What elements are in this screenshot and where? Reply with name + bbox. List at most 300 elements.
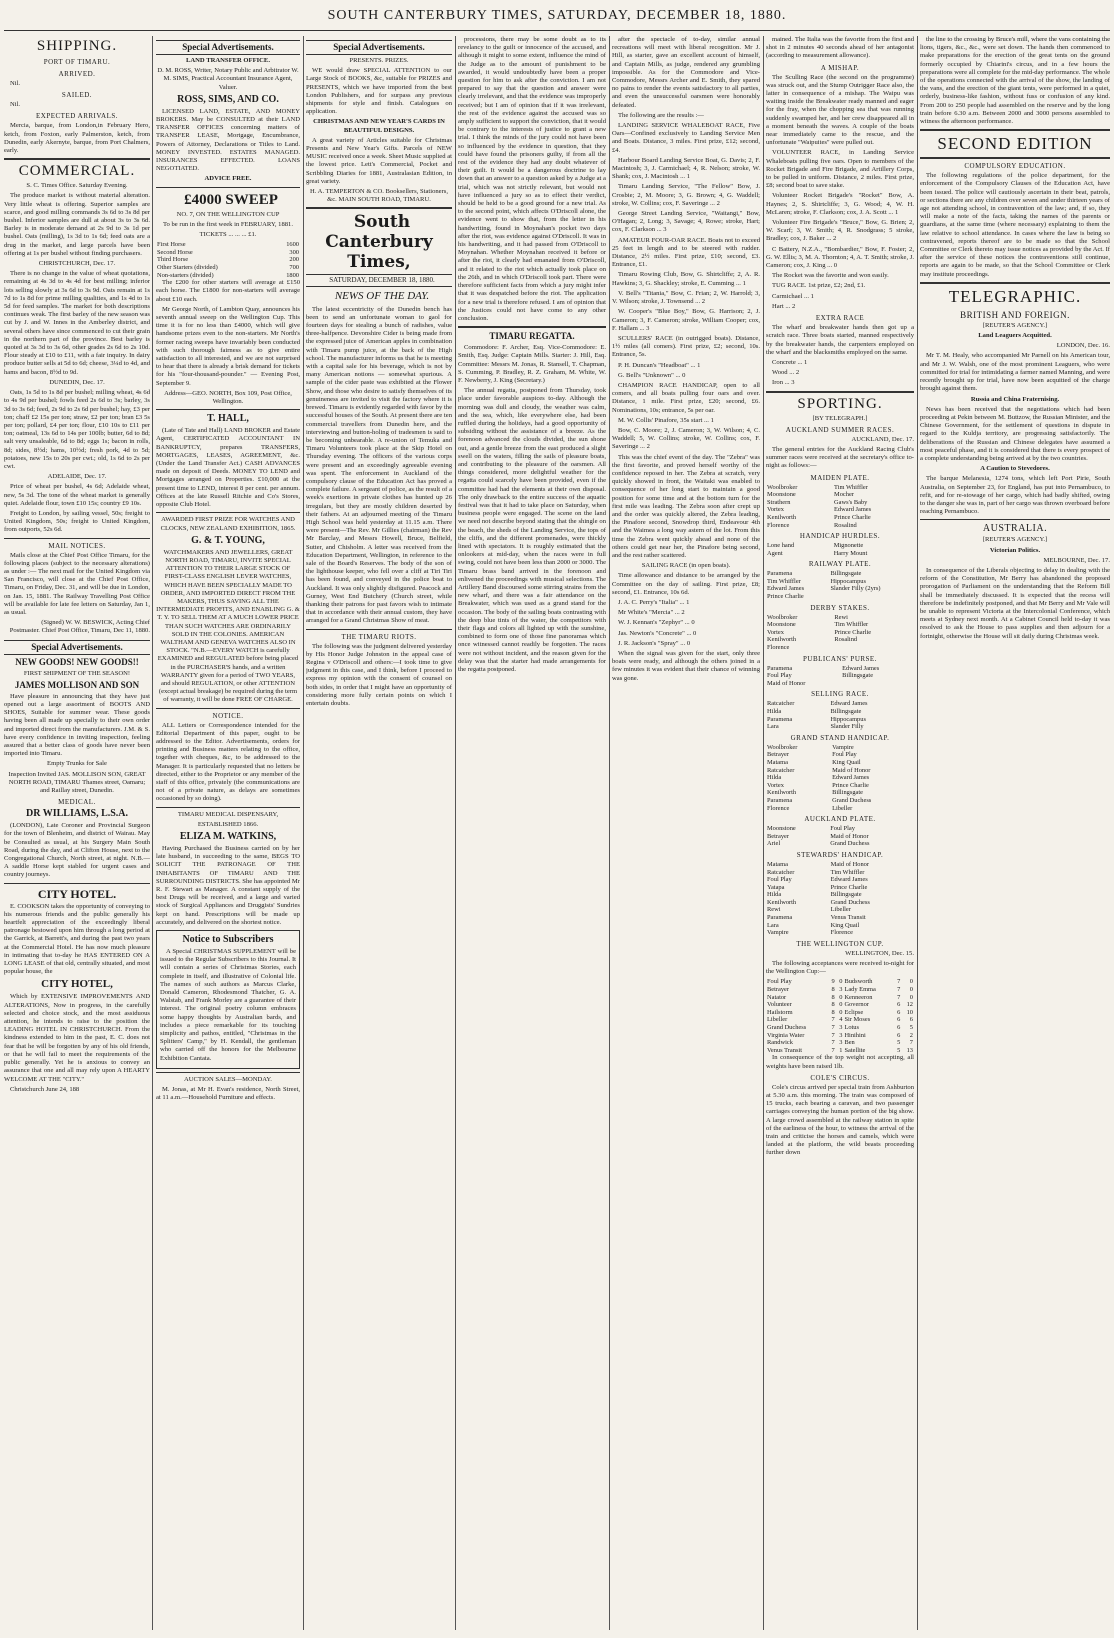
race-entry-row (766, 797, 914, 805)
horse-name: Budsworth (844, 978, 873, 986)
divider (156, 187, 300, 188)
sporting-telegraph: [BY TELEGRAPH.] (812, 414, 868, 422)
divider (920, 282, 1110, 284)
horse-name: Hilda (767, 708, 782, 715)
result-line: Iron ... 3 (772, 379, 795, 387)
horse-name: Tim Whiffler (767, 577, 801, 585)
horse-name: Maid of Honor (767, 679, 806, 687)
divider (306, 207, 452, 209)
regatta-continued: after the spectacle of to-day, similar annual recreations will meet with liberal recognition. Mr J. Hill, as starter, gave an excellent account of himself, and Captain Mills, as judge, rendered any grumbling impossible. As for the Commodore and Vice-Commodore, Messrs Archer and E. Smith, they spared no pains to render the events satisfactory to all parties, and even the unsuccessful oarsmen were honorably defeated. (612, 36, 760, 109)
extra-heading: EXTRA RACE (815, 314, 865, 323)
prize-label: Non-starters (divided) (157, 271, 214, 279)
prize-amount: 200 (289, 256, 299, 264)
race-heading: STEWARDS' HANDICAP. (796, 850, 884, 859)
horse-name: Kenilworth (767, 789, 797, 797)
sweep-tickets: TICKETS ... ... ... £1. (199, 231, 257, 239)
weight-value: 3 (839, 1024, 843, 1032)
volunteer-text: VOLUNTEER RACE, in Landing Service Whaleboats pulling five oars. Open to members of the Rocket Brigade and Fire Brigade, and Artillery Corps, to be pulled in uniform. Distance, 2 miles. First prize, £8; second boat to save stake. (766, 149, 914, 190)
dispensary-sub: ESTABLISHED 1866. (197, 820, 259, 828)
horse-name: Venus Transit (767, 1046, 802, 1054)
weight-value: 0 (839, 1001, 843, 1009)
mail-signature: (Signed) W. W. BESWICK, Acting Chief Postmaster. Chief Post Office, Timaru, Dec 11, 1880. (9, 619, 150, 635)
dunedin-text: Oats, 1s 5d to 1s 8d per bushel; milling wheat, 4s 6d to 4s 9d per bushel; fowls feed 2s 6d to 3s; barley, 3s 3d to 3s 6d; feed, 2s 9d to 2s 6d per bushel; hay, £3 per ton; chaff £2 15s per ton; straw, £2 per ton; bran £3 5s per ton; pollard, £4 per ton; flour, £10 10s to £11 per ton; oatmeal, 13s 6d to 14s per 100lb; butter, 6d to 8d; salt very unsaleable, 6d to 8d; eggs 1s; bacon in rolls, 8d; sides, 8½d; hams, 10½d; fresh pork, 4d to 5d; potatoes, new 15s to 20s per cwt.; old, 1s 6d to 2s per cwt. (4, 389, 150, 470)
volunteer-results (766, 192, 914, 270)
race-entry-row (766, 833, 914, 841)
land-leaguers-text: Mr T. M. Healy, who accompanied Mr Parnell on his American tour, and Mr J. W. Walsh, one of the most prominent Leaguers, who were committed for trial for intimidating a farmer named Manning, and were recently brought up for trial, have now been acquitted of the charge brought against them. (920, 352, 1110, 393)
result-line: Volunteer Fire Brigade's "Bruce," Bow, G. Brien; 2, W. Scarf; 3, W. Smith; 4, R. Snodgrass; 5 stroke, Bradley; cox, J. Baker ... 2 (766, 219, 914, 243)
sweep-prize-row (156, 241, 300, 249)
result-line: W. Cooper's "Blue Boy," Bow, G. Harrison; 2, J. Cameron; 3, F. Cameron; stroke, William Cooper; cox, F. Hallam ... 3 (612, 308, 760, 332)
horse-name: Ratcatcher (767, 868, 795, 876)
result-line: Timaru Rowing Club, Bow, G. Shirtcliffe; 2, A. R. Hawkins; 3, G. Shackley; stroke, E. Cumming ... 1 (612, 271, 760, 287)
horse-name: Foul Play (830, 825, 855, 833)
horse-name: King Quail (830, 921, 860, 929)
divider (156, 1072, 300, 1073)
column-2 (156, 36, 300, 1630)
divider (156, 708, 300, 709)
riots-text: The following was the judgment delivered yesterday by His Honor Judge Johnston in the appeal case of Regina v O'Driscoll and others:—I took time to give judgment in this case, and I think, before I proceed to express my opinion with the consent of counsel on both sides, in order that I might have an opportunity of considering more fully certain points on which I entertain doubts. (306, 642, 452, 707)
prize-amount: 300 (289, 248, 299, 256)
race-entry-row (766, 680, 914, 688)
result-line: SCULLERS' RACE (in outrigged boats). Distance, 1½ miles (all comers). First prize, £2; second, 10s. Entrance, 5s. (612, 334, 760, 359)
regatta-officers: Commodore: F. Archer, Esq. Vice-Commodore: E. Smith, Esq. Judge: Captain Mills. Starter: J. Hill, Esq. Committee: Messrs M. Jonas, R. Stansell, T. Chapman, S. Cumming, P. Bradley, R. Z. Graham, M. White, W. F. Newberry, J. King (Secretary.) (458, 344, 606, 384)
result-line: Volunteer Rocket Brigade's "Rocket" Bow, A. Haynes; 2, S. Shirtcliffe; 3, G. Wood; 4, W. H. McLaren; stroke, F. Clarkson; cox, J. A. Scott ... 1 (766, 192, 914, 216)
horse-name: Lara (767, 723, 779, 731)
horse-name: Moonstone (767, 621, 796, 629)
land-firm-name: ROSS, SIMS, AND CO. (177, 93, 279, 105)
divider (4, 883, 150, 884)
race-entry-row (766, 716, 914, 724)
cup-acceptance-row (766, 1009, 914, 1017)
sweep-run-date: To be run in the first week in FEBRUARY, 1881. (162, 220, 293, 228)
cityhotel-date: Christchurch June 24, 188 (10, 1085, 80, 1093)
result-line: Wood ... 2 (772, 369, 800, 377)
horse-name: Ratcatcher (767, 766, 795, 774)
weight-value: 7 (897, 978, 901, 986)
horse-name: Ben (844, 1039, 855, 1047)
riots-heading: THE TIMARU RIOTS. (341, 632, 417, 641)
mollison-heading: JAMES MOLLISON AND SON (14, 679, 140, 690)
newgoods-sub: FIRST SHIPMENT OF THE SEASON! (23, 669, 131, 677)
race-entry-row (766, 629, 914, 637)
victorian-text: In consequence of the Liberals objecting to delay in dealing with the reform of the Constitution, Mr Berry has abandoned the proposed prorogation of Parliament on the understanding that the Reform Bill shall be immediately discussed. It is expected that the recess will therefore be indefinitely postponed, and that Mr Berry and Mr Vale will be unable to represent Victoria at the Intercolonial Conference, which meets at Sydney next month. At a Cabinet Council held to-day it was resolved to ask the House to pass supplies and then adjourn for a fortnight, otherwise the House will sit daily during Christmas week. (920, 566, 1110, 640)
race-entry-row (766, 499, 914, 507)
race-entry-row (766, 506, 914, 514)
horse-name: Natator (767, 993, 787, 1001)
weight-value: 6 (909, 1016, 913, 1024)
race-entry-row (766, 484, 914, 492)
mollison-trunks: Empty Trunks for Sale (47, 760, 107, 768)
horse-name: Prince Charlie (830, 883, 868, 891)
auction-heading: AUCTION SALES—MONDAY. (184, 1075, 272, 1083)
horse-name: Billingsgate (830, 891, 862, 899)
horse-name: Matama (767, 860, 788, 868)
race-entry-row (766, 825, 914, 833)
divider (458, 326, 606, 328)
weight-value: 5 (909, 1024, 913, 1032)
adelaide-dateline: ADELAIDE, Dec. 17. (47, 473, 107, 481)
race-entry-row (766, 891, 914, 899)
result-line: G. Bell's "Unknown" ... 0 (618, 371, 686, 379)
column-4 (458, 36, 606, 1630)
mollison-text: Have pleasure in announcing that they have just opened out a large assortment of BOOTS AND SHOES, Suitable for summer wear. These goods having been all made up specially to their own order and imported direct from the manufacturers. J.M. & S. have every confidence in inviting inspection, feeling assured that a better class of goods have never been imported into Timaru. (4, 692, 150, 758)
prize-label: First Horse (157, 241, 186, 249)
horse-name: Vortex (767, 628, 784, 636)
race-entry-row (766, 570, 914, 578)
sweep-note: The £200 for other starters will average at £150 each horse. The £1800 for non-starters will average about £10 each. (156, 279, 300, 303)
cup-acceptance-row (766, 1001, 914, 1009)
result-line: Carmichael ... 1 (772, 292, 814, 300)
horse-name: Grand Duchess (830, 898, 870, 906)
riots-continued: processions, there may be some doubt as to its revelancy to the guilt or innocence of the accused, and although it might to some extent, influence the mind of the Judge as to the amount of punishment to be awarded, it would undoubtedly have been a proper question for him to ask after the conviction. I am not prepared to say that the question and answer were clearly irrelevant, and that the evidence was improperly received; but I am of opinion that if it was irrelevant, the rest of the evidence against the accused was so amply sufficient to support the conviction, that it would be contrary to the interests of justice to grant a new trial. I think the minds of the jury could not have been so influenced by the evidence in question, that they could have found the prisoners guilty, if from all the rest of the evidence they had any doubt whatever of their guilt. It would be a dangerous doctrine to lay down that an answer to a question asked by a Judge at a trial, which was not strictly relevant, but would not have influenced a jury so as to effect their verdict, should be held to be a good ground for a new trial. As to the second point, which affects O'Driscoll alone, the evidence went to show that, from the letter in his handwriting, found in Moynahan's pocket two days after the riot, was evidence against O'Driscoll. It was in his handwriting, and it had passed from O'Driscoll to Moynahan. Whether Moynahan received it before or after the riot, it clearly had emanated from O'Driscoll, and it related to the riot which actually took place on the 26th, and in which O'Driscoll took part. There were therefore sufficient facts from which a jury might infer that it was despatched before the riot. The application for a new trial is therefore refused. I am of opinion that the Justices could not have come to any other conclusion. (458, 36, 606, 322)
mail-text: Mails close at the Chief Post Office Timaru, for the following places (subject to the necessary alterations) as under :— The next mail for the United Kingdom via San Francisco, will close at the Chief Post Office, Timaru, on Friday, Dec. 31, and will be due in London, on Jan. 15, 1881. The Railway Travelling Post Office will be available for late fee letters on Saturday, Jan 1, as usual. (4, 551, 150, 616)
subscribers-heading: Notice to Subscribers (182, 934, 274, 946)
prize-amount: 700 (289, 264, 299, 272)
column-divider (609, 36, 610, 1630)
column-6 (766, 36, 914, 1630)
dispensary-heading: TIMARU MEDICAL DISPENSARY, (177, 810, 279, 818)
race-entry-row (766, 578, 914, 586)
telegraphic-heading: TELEGRAPHIC. (948, 286, 1082, 306)
horse-name: Grand Duchess (767, 1024, 807, 1032)
race-heading: PUBLICANS' PURSE. (803, 654, 877, 663)
race-entry-row (766, 700, 914, 708)
freight-text: Freight to London, by sailing vessel, 50s; freight to United Kingdom, 50s; freight to United Kingdom, from outports, 52s 6d. (4, 509, 150, 534)
horse-name: Prince Charlie (834, 513, 871, 521)
horse-name: Betrayer (767, 986, 789, 994)
horse-name (829, 593, 914, 601)
cityhotel-big: CITY HOTEL, (41, 978, 113, 991)
result-line: J. A. C. Perry's "Italia" ... 1 (618, 599, 690, 606)
horse-name: Lone hand (767, 542, 795, 550)
presents-heading: PRESENTS. PRIZES. (349, 57, 409, 64)
weight-value: 0 (839, 978, 843, 986)
volunteer-note: The Rocket was the favorite and won easily. (772, 272, 889, 280)
horse-name: Eclipse (844, 1008, 864, 1016)
land-transfer-heading: LAND TRANSFER OFFICE. (186, 57, 270, 64)
result-line: J. R. Jackson's "Spray" ... 0 (618, 639, 691, 647)
race-entry-row (766, 522, 914, 530)
horse-name: Prince Charlie (767, 593, 804, 601)
horse-name: Foul Play (767, 876, 792, 884)
commercial-heading: COMMERCIAL. (18, 163, 136, 180)
horse-name: Tim Whiffler (834, 483, 868, 491)
race-heading: DERBY STAKES. (810, 603, 870, 612)
race-entry-row (766, 672, 914, 680)
young-heading: G. & T. YOUNG, (191, 534, 265, 546)
divider (920, 129, 1110, 131)
column-divider (763, 36, 764, 1630)
race-entry-table (766, 700, 914, 730)
race-entry-row (766, 585, 914, 593)
horse-name: Edward James (842, 664, 880, 672)
horse-name: Hippocampus (830, 715, 866, 723)
horse-name: Slander Filly (2yrs) (830, 585, 881, 593)
london-dateline: LONDON, Dec. 16. (1056, 342, 1110, 350)
horse-name: Florence (767, 644, 790, 652)
land-text: LICENSED LAND, ESTATE, AND MONEY BROKERS. May be CONSULTED at their LAND TRANSFER OFFICES concerning matters of TRANSFER LEASE, Mortgage, Encumbrance, Powers of Attorney, Declarations or Titles to Land. MONEY INVESTED. ESTATES MANAGED. INSURANCES EFFECTED. LOANS NEGOTIATED. (156, 107, 300, 173)
sweep-sub: NO. 7, ON THE WELLINGTON CUP (176, 210, 280, 218)
horse-name: Paramena (767, 914, 793, 922)
horse-name: Rosalind (834, 521, 857, 529)
office-dateline: S. C. Times Office. Saturday Evening. (26, 182, 128, 190)
weight-value: 7 (831, 1046, 835, 1054)
christchurch-text: There is no change in the value of wheat quotations, remaining at 4s 3d to 4s 4d for best milling; inferior lots selling slowly at 3s 6d to 3s 9d. Oats remain at 1s 7d to 1s 8d for prime milling qualities, and 1s 4d to 1s 5d for feed samples. The market for both descriptions continues weak. The first barley of the new season was cut by J. and W. Innes in the Amberley district, and several others have since commenced to cut their grain in the northern part of the province. Best barley is quoted at 3s 3d to 3s 6d, other grades 2s 6d to 2s 10d. Flour steady at £10 to £11, with a fair inquiry. In dairy produce butter sells at 5d to 6d; cheese, 3¼d to 4d, and hams and bacon, 8½d to 9d. (4, 270, 150, 376)
race-entry-row (766, 876, 914, 884)
australia-heading: AUSTRALIA. (982, 523, 1048, 535)
divider (306, 629, 452, 630)
race-entry-table (766, 861, 914, 937)
weight-value: 7 (909, 1039, 913, 1047)
race-entry-row (766, 491, 914, 499)
column-7 (920, 36, 1110, 1630)
horse-name: Vortex (767, 506, 784, 514)
result-line: Concrete ... 1 (772, 358, 808, 366)
result-line: W. J. Kennan's "Zephyr" ... 0 (618, 619, 695, 627)
wellington-text: The following acceptances were received to-night for the Wellington Cup:— (766, 960, 914, 976)
horse-name: Paramena (767, 570, 793, 578)
divider (920, 157, 1110, 159)
mail-heading: MAIL NOTICES. (48, 541, 106, 550)
race-entry-table (766, 825, 914, 848)
race-entry-row (766, 914, 914, 922)
reuter-label: [REUTER'S AGENCY.] (982, 321, 1048, 329)
horse-name: Libeller (832, 804, 853, 812)
race-entry-row (766, 644, 914, 652)
xmas-heading: CHRISTMAS AND NEW YEAR'S CARDS IN BEAUTIFUL DESIGNS. (313, 118, 445, 134)
coles-text: Cole's circus arrived per special train from Ashburton at 5.30 a.m. this morning. The train was composed of 15 trucks, each bearing a caravan, and two passenger carriages conveying the human portion of the big show. A large crowd assembled at the railway station in spite of the earliness of the hour, to witness the arrival of the train and criticise the horses and camels, which were landed at the platform, the wild beasts proceeding further down (766, 1083, 914, 1157)
arrived-label: ARRIVED. (58, 70, 96, 78)
young-text: WATCHMAKERS AND JEWELLERS, GREAT NORTH ROAD, TIMARU, INVITE SPECIAL ATTENTION TO THEIR LARGE STOCK OF FIRST-CLASS ENGLISH LEVER WATCHES, WHICH HAVE BEEN SPECIALLY MADE TO ORDER, AND IMPORTED DIRECT FROM THE MAKERS, THUS SAVING ALL THE INTERMEDIATE PROFITS, AND ENABLING G. & T. Y. TO SELL THEM AT A MUCH LOWER PRICE THAN SUCH WATCHES ARE ORDINARILY SOLD IN THE COLONIES. AMERICAN WALTHAM AND GENEVA WATCHES ALSO IN STOCK. "N.B.—EVERY WATCH is carefully EXAMINED and REGULATED before being placed in the PURCHASER'S hands, and a written WARRANTY given for a period of TWO YEARS, and should REGULATION, or other ATTENTION (except actual breakage) be required during the term of warranty, it will be done FREE OF CHARGE. (156, 548, 300, 704)
cup-acceptance-row (766, 1039, 914, 1047)
horse-name: Rewi (767, 906, 781, 914)
cup-acceptance-row (766, 986, 914, 994)
horse-name: Kenilworth (767, 513, 797, 521)
weight-value: 9 (831, 978, 835, 986)
result-line: AMATEUR FOUR-OAR RACE. Boats not to exceed 25 feet in length and to be steered with rudder. Distance, 2½ miles. First prize, £10; second, £3. Entrance, £1. (612, 236, 760, 269)
hall-heading: T. HALL, (207, 413, 249, 425)
horse-name: Libeller (830, 906, 851, 914)
result-line: P. H. Duncan's "Headboat" ... 1 (618, 361, 701, 369)
cityhotel-text-2: Which by EXTENSIVE IMPROVEMENTS AND ALTERATIONS, Now in progress, in the carefully selected and choice stock, and the most assiduous attention, he intends to raise to the position the LEADING HOTEL IN CHRISTCHURCH. From the kindness extended to him in the past, E. C. does not fear that he will be forgotten by any of his old friends, or that he will fail to meet the requirements of the public generally. Yet he is anxious to convey an assurance that one and all may rely upon A HEARTY WELCOME AT THE "CITY." (4, 993, 150, 1083)
land-firm: D. M. ROSS, Writer, Notary Public and Arbitrator W. M. SIMS, Practical Accountant Insurance Agent, Valuer. (157, 67, 299, 91)
horse-name: Maid of Honor (830, 832, 869, 840)
horse-name: Paramena (767, 715, 793, 723)
horse-name: Kenilworth (767, 898, 797, 906)
race-entry-row (766, 665, 914, 673)
horse-name: Edward James (767, 585, 805, 593)
horse-name: Maid of Honor (832, 766, 871, 774)
news-text: The latest eccentricity of the Dunedin bench has been to send an unfortunate woman to gaol for fourteen days for stealing a bunch of radishes, value three-halfpence. Devonshire Cider is being made from the expressed juice of American apples in combination with Timaru pump juice, at the back of the High school. The manufacturer informs us that he is meeting with a capital sale for his beverage, which is not by many American notions — somewhat spurious. A sample of the cider paste was exhibited at the Flower Show, and those who desire to satisfy themselves of its genuineness are invited to visit the factory where it is brewed. Timaru is evidently regarded with favor by the successful houses of the South. At present there are ten commercial travellers from Dunedin here, and the interviewing and button-holing of tradesmen is said to be becoming unbearable. A re-union of Temuka and Timaru Volunteers took place at the Skip Hotel on Thursday evening. The officers of the various corps were present and an exceedingly agreeable evening was spent. The enforcement in Auckland of the compulsory clause of the Education Act has proved a complete failure. A sergeant of police, as the result of a week's exertions in private clothes has hunted up 26 irregulars, but they are mostly children deserted by their fathers. At an adjourned meeting of the Timaru High School was held yesterday at 11.15 a.m. There were present—The Rev. Mr Gillies (chairman) the Rev Mr Barclay, and Messrs Howell, Bruce, Belfield, Sutter, and Chisholm. A letter was received from the Education Department, Wellington, in reference to the sale of the Board's Reserves. The body of the son of the lighthouse keeper, who fell over a cliff at Tiri Tiri has been found, and conveyed in the police boat to Auckland. It was only slightly disfigured. Peacock and Gurney, West End Butchery (Church street, while thanking their patrons for past favors wish to intimate that in accordance with their annual custom, they have arranged for a Grand Christmas Show of meat. (306, 305, 452, 625)
second-edition-heading: SECOND EDITION (937, 134, 1093, 154)
commercial-text: The produce market is without material alteration. Very little wheat is offering. Superior samples are scarce, and good milling commands 3s 6d to 3s 8d per bushel. Inferior samples are dull at about 3s to 3s 6d. Barley is in moderate demand at 2s 9d to 3s 1d per bushel. Oats (milling), 1s 3d to 1s 6d; feed oats are a drug in the market, and large parcels have been offering at 1s per bushel without finding purchasers. (4, 192, 150, 257)
weight-value: 0 (909, 986, 913, 994)
horse-name: Governor (844, 1001, 869, 1009)
sweep-prize-row (156, 272, 300, 280)
race-entry-table (766, 484, 914, 530)
cup-acceptance-row (766, 1032, 914, 1040)
weight-value: 8 (831, 986, 835, 994)
port-heading: PORT OF TIMARU. (43, 58, 111, 66)
race-entry-table (766, 614, 914, 652)
compulsory-heading: COMPULSORY EDUCATION. (964, 162, 1066, 171)
race-entry-row (766, 593, 914, 601)
divider (156, 512, 300, 513)
sweep-prize-row (156, 256, 300, 264)
race-heading: MAIDEN PLATE. (810, 473, 870, 482)
horse-name: Tim Whiffler (830, 868, 865, 876)
result-line: Mr White's "Mercia" ... 2 (618, 609, 685, 617)
horse-name: Rosalind (834, 636, 858, 644)
mishap-text: The Sculling Race (the second on the programme) was struck out, and the Stump Outrigger Race also, the latter in consequence of a mishap. The Waipu was waiting inside the Breakwater ready manned and eager for the fray, when the chopping sea that was running suddenly swamped her, and her crew disappeared all in a moment beneath the waves. A couple of the boats near immediately came to the rescue, and the unfortunate "Waipuites" were pulled out. (766, 73, 914, 147)
race-entry-row (766, 550, 914, 558)
weight-value: 3 (839, 1039, 843, 1047)
sailing-text-2: When the signal was given for the start, only three boats were ready, and although the others joined in a few minutes it was evident that their chance of winning was gone. (612, 650, 760, 682)
column-divider (303, 36, 304, 1630)
wellington-cup-heading: THE WELLINGTON CUP. (796, 939, 884, 948)
column-5 (612, 36, 760, 1630)
horse-name: Yatapa (767, 883, 785, 891)
prize-amount: 1800 (286, 271, 299, 279)
horse-name: Mocher (834, 491, 854, 499)
auckland-text: The general entries for the Auckland Racing Club's summer races were received at the secretary's office to-night as follows:— (766, 445, 914, 470)
horse-name: Ratcatcher (767, 700, 795, 708)
cup-acceptance-row (766, 1047, 914, 1055)
sweep-address: Address—GEO. NORTH, Box 109, Post Office, Wellington. (164, 389, 292, 406)
sweep-prize-row (156, 264, 300, 272)
wellington-dateline: WELLINGTON, Dec. 15. (845, 949, 914, 957)
regatta-results (612, 122, 760, 452)
weight-value: 7 (831, 1031, 835, 1039)
masthead: SOUTH CANTERBURY TIMES, SATURDAY, DECEMBER 18, 1880. (327, 8, 787, 23)
weight-value: 4 (839, 1016, 843, 1024)
notice-heading: NOTICE. (212, 711, 244, 720)
horse-name: Paramena (767, 664, 793, 672)
sailing-continued: mained. The Italia was the favorite from the first and shot in 2 minutes 40 seconds ahead of her antagonist (according to measurement allowance). (766, 36, 914, 60)
horse-name: Lotus (844, 1024, 859, 1032)
cup-acceptance-row (766, 1016, 914, 1024)
horse-name: Lara (767, 921, 779, 929)
horse-name: Betrayer (767, 832, 789, 840)
williams-text: (LONDON), Late Coroner and Provincial Surgeon for the town of Blenheim, and district of Wairau. May be Consulted as usual, at his Surgery Main South Road, during the day, and at Clifton House, next to the Congregational Church, North street, at night. N.B.—A saddle Horse kept stabled for urgent cases and country journeys. (4, 822, 150, 879)
race-entry-row (766, 899, 914, 907)
race-entry-row (766, 744, 914, 752)
column-divider (917, 36, 918, 1630)
weight-value: 13 (906, 1046, 913, 1054)
weight-value: 2 (909, 1031, 913, 1039)
weight-value: 8 (831, 1001, 835, 1009)
weight-value: 7 (831, 1016, 835, 1024)
horse-name: Kenneeron (844, 993, 873, 1001)
xmas-text: A great variety of Articles suitable for Christmas Presents and New Year's Gifts. Parcels of NEW MUSIC received once a week. Sheet Music supplied at the lowest price. Lett's Commercial, Pocket and Scribbling Diaries for 1881, Australasian Edition, in great variety. (306, 136, 452, 185)
horse-name: Matama (767, 758, 788, 766)
prize-label: Second Horse (157, 248, 193, 256)
melbourne-dateline: MELBOURNE, Dec. 17. (1043, 556, 1110, 564)
race-entry-row (766, 906, 914, 914)
horse-name: Venus Transit (830, 914, 866, 922)
weight-value: 0 (839, 993, 843, 1001)
weight-value: 5 (897, 1046, 901, 1054)
horse-name: Moonstone (767, 491, 796, 499)
horse-name: Foul Play (832, 751, 857, 759)
weight-value: 1 (839, 1046, 843, 1054)
weight-value: 10 (906, 1008, 913, 1016)
horse-name: Billingsgate (830, 708, 862, 715)
weight-value: 7 (897, 993, 901, 1001)
horse-name: Prince Charlie (834, 628, 872, 636)
weight-value: 6 (897, 1024, 901, 1032)
caution-text: The barque Melanesia, 1274 tons, which left Port Pirie, South Australia, on September 23, for England, has put into Pernambuco, to refit, and for re-stowage of her cargo, which had badly shifted, owing to the danger she was in, part of her cargo was thrown overboard before reaching Pernambuco. (920, 475, 1110, 516)
subscribers-box (156, 930, 300, 1069)
horse-name: Hailstorm (767, 1008, 793, 1016)
weight-value: 7 (831, 1024, 835, 1032)
weight-value: 6 (897, 1001, 901, 1009)
weight-value: 7 (897, 986, 901, 994)
race-heading: RAILWAY PLATE. (808, 560, 872, 569)
result-line: C Battery, N.Z.A., "Bombardier," Bow, F. Foster; 2, G. W. Ellis; 3, M. A. Thornton; 4, A. T. Smith; stroke, J. Cameron; cox, J. King ... 0 (766, 245, 914, 270)
wellington-note: In consequence of the top weight not accepting, all weights have been raised 1lb. (766, 1054, 914, 1070)
christchurch-dateline: CHRISTCHURCH, Dec. 17. (38, 260, 116, 268)
horse-name: Hilda (767, 774, 782, 782)
compulsory-text: The following regulations of the police department, for the enforcement of the Compulsory Clauses of the Education Act, have been issued. The police will cautiously ascertain in their beat, patrols, or sections there are any children over seven and under thirteen years of age not attending school, in contravention of the law; and, if so, they will make a note of the facts, taking the names of the parents or guardians, at the same time (where necessary) explaining to them the law relative to school attendance. In cases where the law is being so contravened, reports thereof are to be made so that the School Committee or Clerk thereto may issue notices as provided by the Act. If after the service of these notices the contraventions still continue, reports are again to be made, so that the School Committee or Clerk may institute proceedings. (920, 172, 1110, 278)
sweep-text: Mr George North, of Lambton Quay, announces his seventh annual sweep on the Wellington Cup. This time it is for no less than £4000, which will give handsome prizes even to the non-starters. Mr North's former racing sweeps have invariably been conducted with such thorough fairness as to give entire satisfaction to all interested, and we are not surprised to hear that there is already a brisk demand for tickets for his "four-thousand-pounder." — Evening Post, September 9. (156, 305, 300, 387)
horse-name: Sir Moses (844, 1016, 871, 1024)
horse-name: Edward James (832, 774, 870, 782)
race-entries (766, 474, 914, 937)
medical-heading: MEDICAL. (58, 798, 96, 807)
race-entry-row (766, 751, 914, 759)
horse-name: Vampire (832, 743, 854, 751)
race-heading: HANDICAP HURDLES. (799, 532, 881, 541)
extra-text: The wharf and breakwater hands then got up a scratch race. Three boats started, manned respectively by the breakwater hands, the carpenters employed on the wharf and the blacksmiths employed on the same. (766, 324, 914, 356)
temperton-signature: H. A. TEMPERTON & CO. Booksellers, Stationers, &c. MAIN SOUTH ROAD, TIMARU. (309, 188, 448, 204)
horse-name: Vortex (767, 781, 784, 789)
prize-amount: 1600 (286, 241, 299, 249)
notice-text: ALL Letters or Correspondence intended for the Editorial Department of this paper, ought to be addressed to the Editor. Advertisements, orders for printing and Business matters relating to the office, together with cheques, &c, to be addressed to the Manager. It is particularly requested that no letters be directed, either to the Proprietor or any member of the staff of this office, privately (the communications are not of a private nature, as delays are sometimes occasioned by so doing). (156, 721, 300, 803)
horse-name: Foul Play (767, 672, 792, 680)
horse-name: Edward James (834, 506, 872, 514)
weight-value: 8 (831, 1008, 835, 1016)
race-entry-row (766, 708, 914, 716)
horse-name: Paramena (767, 796, 793, 804)
adelaide-text: Price of wheat per bushel, 4s 6d; Adelaide wheat, new, 5s 3d. The tone of the wheat market is generally quiet. Adelaide flour, town £10 15s; country £9 10s. (4, 483, 150, 507)
coles-continued: the line to the crossing by Bruce's mill, where the vans containing the lions, tigers, &c., &c., were set down. The hands then commenced to make preparations for the erection of the great tents on the ground formerly occupied by Chiarini's circus, and in a few hours the preparations were all complete for the mid-day performance. The whole of the operations connected with the arrival of the show, the landing of the vans, and the erection of the giant tents, were performed in a quiet, orderly, business-like fashion, without fuss or confusion of any kind. From 200 to 250 people had assembled on the reserve and by the long train before 6.30 a.m. Between 2000 and 3000 persons assembled to witness the afternoon performance. (920, 36, 1110, 126)
prize-label: Third Horse (157, 256, 189, 264)
paper-title: South Canterbury Times, (325, 212, 433, 273)
masthead-rule (4, 30, 1110, 31)
prize-label: Other Starters (divided) (157, 264, 218, 272)
race-entry-row (766, 723, 914, 731)
auction-text: M. Jonas, at Mr H. Evan's residence, North Street, at 11 a.m.—Household Furniture and effects. (156, 1086, 300, 1102)
horse-name (841, 680, 914, 688)
victorian-heading: Victorian Politics. (989, 546, 1041, 554)
race-entry-row (766, 636, 914, 644)
paper-dateline: SATURDAY, DECEMBER 18, 1880. (306, 274, 452, 286)
horse-name: Foul Play (767, 978, 792, 986)
dunedin-dateline: DUNEDIN, Dec. 17. (49, 378, 105, 386)
race-entry-row (766, 922, 914, 930)
horse-name: Gaws's Baby (834, 498, 868, 506)
weight-value: 5 (897, 1039, 901, 1047)
horse-name (833, 644, 914, 652)
mishap-heading: A MISHAP. (820, 63, 860, 72)
weight-value: 8 (831, 993, 835, 1001)
weight-value: 6 (897, 1008, 901, 1016)
horse-name: Edward James (830, 700, 868, 708)
weight-value: 0 (839, 1008, 843, 1016)
sweep-heading: £4000 SWEEP (184, 191, 278, 208)
horse-name: Rewi (834, 613, 848, 621)
